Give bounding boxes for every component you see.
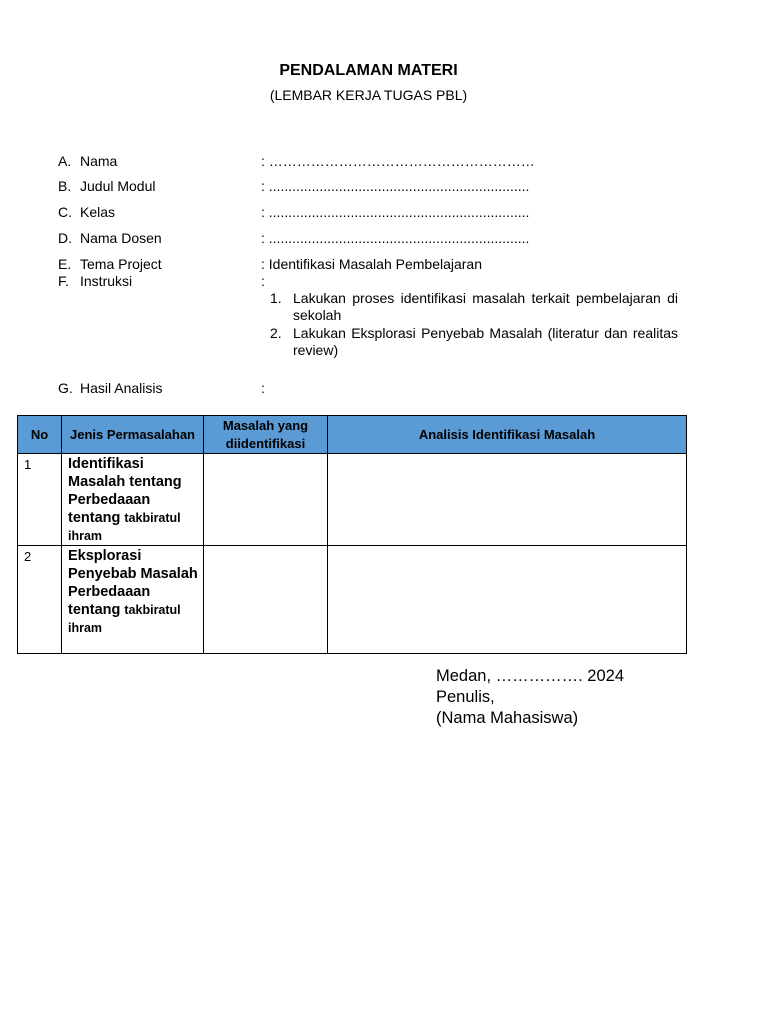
field-label: Nama <box>80 153 118 169</box>
field-value: : ................................................................... <box>261 230 530 246</box>
header-no: No <box>18 416 62 454</box>
header-masalah: Masalah yang diidentifikasi <box>204 416 328 454</box>
cell-jenis-permasalahan <box>62 454 204 546</box>
field-value: : <box>261 273 265 289</box>
jenis-text: Eksplorasi Penyebab Masalah Perbedaaan tentang <box>68 548 198 618</box>
signature-place-date: Medan, ……………. 2024 <box>436 667 624 685</box>
cell-analisis[interactable] <box>328 454 687 546</box>
field-label: Hasil Analisis <box>80 380 163 396</box>
header-analisis: Analisis Identifikasi Masalah <box>328 416 687 454</box>
cell-jenis-permasalahan <box>62 546 204 654</box>
analysis-table <box>17 415 687 654</box>
cell-no: 1 <box>18 454 62 546</box>
field-value: : ………………………………………………… <box>261 153 535 169</box>
field-letter: B. <box>58 178 72 194</box>
field-value: : ................................................................... <box>261 178 530 194</box>
field-letter: E. <box>58 256 72 272</box>
field-label: Kelas <box>80 204 116 220</box>
signature-name: (Nama Mahasiswa) <box>436 709 579 727</box>
cell-masalah[interactable] <box>204 454 328 546</box>
field-label: Nama Dosen <box>80 230 162 246</box>
instruction-number: 1. <box>270 290 282 306</box>
field-value: : <box>261 380 265 396</box>
instruction-item <box>270 325 678 359</box>
document-subtitle: (LEMBAR KERJA TUGAS PBL) <box>269 87 468 103</box>
field-label: Judul Modul <box>80 178 156 194</box>
field-letter: F. <box>58 273 69 289</box>
jenis-small-text: takbiratul ihram <box>68 603 181 635</box>
field-letter: A. <box>58 153 72 169</box>
instruction-text: Lakukan Eksplorasi Penyebab Masalah (literatur dan realitas review) <box>293 325 678 358</box>
instruction-item <box>270 290 678 324</box>
instruction-text: Lakukan proses identifikasi masalah terkait pembelajaran di sekolah <box>293 290 678 323</box>
header-jenis-permasalahan: Jenis Permasalahan <box>62 416 204 454</box>
jenis-small-text: takbiratul ihram <box>68 511 181 543</box>
field-value: : ................................................................... <box>261 204 530 220</box>
field-letter: G. <box>58 380 73 396</box>
document-title: PENDALAMAN MATERI <box>279 62 458 79</box>
instruction-number: 2. <box>270 325 282 341</box>
signature-role: Penulis, <box>436 688 495 706</box>
cell-analisis[interactable] <box>328 546 687 654</box>
field-letter: C. <box>58 204 72 220</box>
field-letter: D. <box>58 230 72 246</box>
instruction-list <box>270 290 678 359</box>
field-label: Instruksi <box>80 273 133 289</box>
signature-block <box>436 666 624 729</box>
cell-no: 2 <box>18 546 62 654</box>
jenis-text: Identifikasi Masalah tentang Perbedaaan tentang <box>68 456 182 526</box>
table-row <box>18 454 687 546</box>
table-header-row <box>18 416 687 454</box>
field-label: Tema Project <box>80 256 162 272</box>
cell-masalah[interactable] <box>204 546 328 654</box>
table-row <box>18 546 687 654</box>
field-value: : Identifikasi Masalah Pembelajaran <box>261 256 483 272</box>
